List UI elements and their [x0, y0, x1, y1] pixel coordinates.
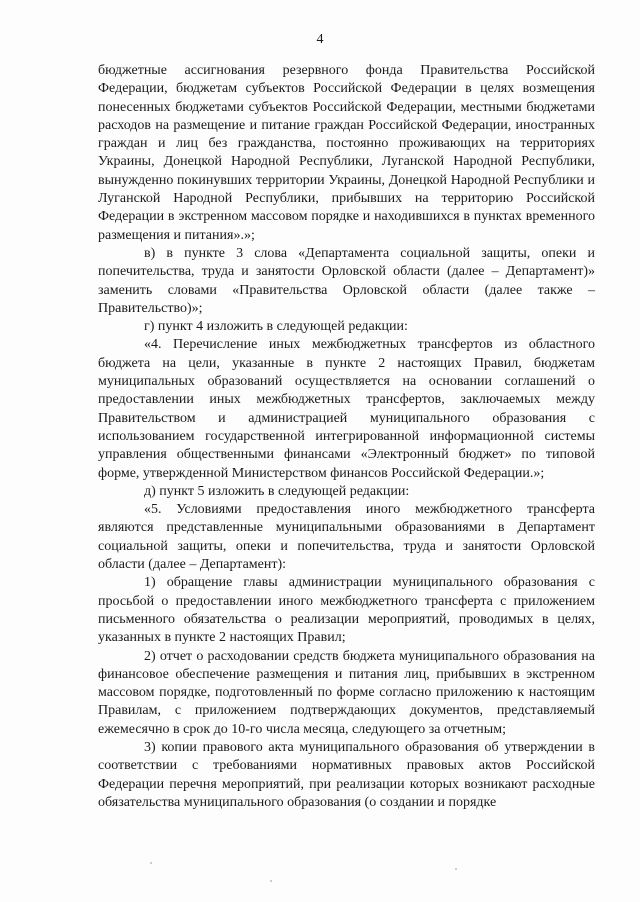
- paragraph: д) пункт 5 изложить в следующей редакции:: [144, 483, 410, 499]
- paragraph: «4. Перечисление иных межбюджетных трансфертов из областного бюджета на цели, указанные в пункте 2 настоящих Правил, бюджетам муниципальных образований осуществляется на основании соглашений о предоставлении иных межбюджетных трансфертов, заключаемых между Правительством и администрацией муниципального образования с использованием государственной интегрированной информационной системы управления общественными финансами «Электронный бюджет» по типовой форме, утвержденной Министерством финансов Российской Федерации.»;: [98, 337, 595, 481]
- paragraph: 2) отчет о расходовании средств бюджета муниципального образования на финансовое обеспечение размещения и питания лиц, прибывших в экстренном массовом порядке, подготовленный по форме согласно приложению к настоящим Правилам, с приложением подтверждающих документов, представляемый ежемесячно в срок до 10-го числа месяца, следующего за отчетным;: [98, 648, 595, 737]
- paragraph: г) пункт 4 изложить в следующей редакции:: [144, 319, 408, 335]
- paragraph: 1) обращение главы администрации муниципального образования с просьбой о предоставлении иного межбюджетного трансферта с приложением письменного обязательства о реализации мероприятий, проводимых в целях, указанных в пункте 2 настоящих Правил;: [98, 575, 595, 646]
- document-body: [98, 62, 595, 812]
- scan-speck: [455, 868, 457, 870]
- paragraph: бюджетные ассигнования резервного фонда Правительства Российской Федерации, бюджетам субъектов Российской Федерации в целях возмещения понесенных бюджетами субъектов Российской Федерации, местными бюджетами расходов на размещение и питание граждан Российской Федерации, иностранных граждан и лиц без гражданства, постоянно проживающих на территориях Украины, Донецкой Народной Республики, Луганской Народной Республики, вынужденно покинувших территории Украины, Донецкой Народной Республики и Луганской Народной Республики, прибывших на территорию Российской Федерации в экстренном массовом порядке и находившихся в пунктах временного размещения и питания».»;: [98, 63, 595, 243]
- paragraph: 3) копии правового акта муниципального образования об утверждении в соответствии с требованиями нормативных правовых актов Российской Федерации перечня мероприятий, при реализации которых возникают расходные обязательства муниципального образования (о создании и порядке: [98, 739, 595, 810]
- paragraph: «5. Условиями предоставления иного межбюджетного трансферта являются представленные муниципальными образованиями в Департамент социальной защиты, опеки и попечительства, труда и занятости Орловской области (далее – Департамент):: [98, 502, 595, 573]
- page-number: 4: [316, 32, 324, 47]
- scan-speck: [270, 880, 272, 882]
- paragraph: в) в пункте 3 слова «Департамента социальной защиты, опеки и попечительства, труда и занятости Орловской области (далее – Департамент)» заменить словами «Правительства Орловской области (далее также – Правительство)»;: [98, 245, 595, 316]
- scan-speck: [150, 862, 152, 864]
